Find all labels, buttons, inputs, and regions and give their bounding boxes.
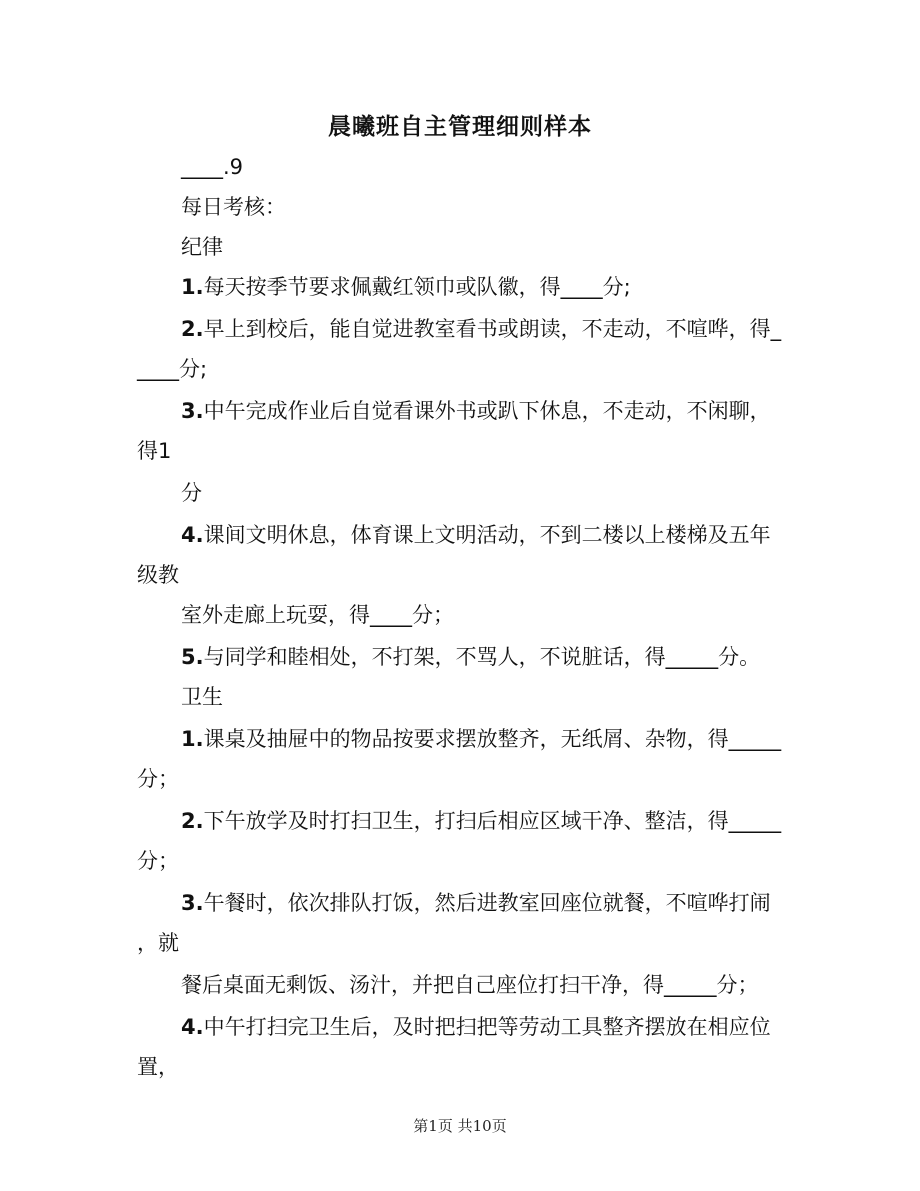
item-continuation: 室外走廊上玩耍，得____分；	[181, 603, 454, 627]
item-text: 中午打扫完卫生后，及时把扫把等劳动工具整齐摆放在相应位	[203, 1015, 771, 1039]
item-text: 每天按季节要求佩戴红领巾或队徽，得____分;	[203, 275, 631, 299]
item-continuation: 分	[181, 481, 202, 505]
item-text: 午餐时，依次排队打饭，然后进教室回座位就餐，不喧哗打闹	[203, 891, 771, 915]
item-number: 1.	[181, 727, 204, 751]
item-text: 与同学和睦相处，不打架，不骂人，不说脏话，得_____分。	[203, 645, 761, 669]
discipline-item	[181, 520, 771, 550]
hygiene-item	[181, 724, 781, 754]
item-text: 中午完成作业后自觉看课外书或趴下休息，不走动，不闲聊，	[203, 399, 771, 423]
daily-assessment-label: 每日考核：	[181, 195, 286, 219]
item-number: 5.	[181, 645, 204, 669]
document-title: 晨曦班自主管理细则样本	[328, 114, 592, 140]
item-continuation: 级教	[137, 563, 179, 587]
item-text: 早上到校后，能自觉进教室看书或朗读，不走动，不喧哗，得_	[203, 317, 782, 341]
item-text: 下午放学及时打扫卫生，打扫后相应区域干净、整洁，得_____	[203, 809, 782, 833]
hygiene-item	[181, 806, 781, 836]
hygiene-item	[181, 1012, 771, 1042]
item-continuation: 置，	[137, 1055, 179, 1079]
discipline-item	[181, 272, 631, 302]
hygiene-heading: 卫生	[181, 685, 223, 709]
item-number: 4.	[181, 523, 204, 547]
page-footer: 第1页 共10页	[413, 1117, 507, 1135]
item-continuation: ，就	[137, 931, 179, 955]
discipline-heading: 纪律	[181, 235, 223, 259]
item-number: 4.	[181, 1015, 204, 1039]
item-number: 3.	[181, 399, 204, 423]
item-continuation: 餐后桌面无剩饭、汤汁，并把自己座位打扫干净，得_____分；	[181, 973, 759, 997]
item-continuation: 得1	[137, 439, 172, 463]
item-number: 3.	[181, 891, 204, 915]
item-text: 课间文明休息，体育课上文明活动，不到二楼以上楼梯及五年	[203, 523, 771, 547]
item-number: 2.	[181, 317, 204, 341]
item-text: 课桌及抽屉中的物品按要求摆放整齐，无纸屑、杂物，得_____	[203, 727, 782, 751]
item-continuation: ____分;	[137, 357, 208, 381]
date-line: ____.9	[181, 155, 244, 179]
discipline-item	[181, 642, 760, 672]
discipline-item	[181, 396, 771, 426]
item-number: 2.	[181, 809, 204, 833]
hygiene-item	[181, 888, 771, 918]
discipline-item	[181, 314, 781, 344]
item-continuation: 分；	[137, 767, 179, 791]
item-continuation: 分；	[137, 849, 179, 873]
item-number: 1.	[181, 275, 204, 299]
